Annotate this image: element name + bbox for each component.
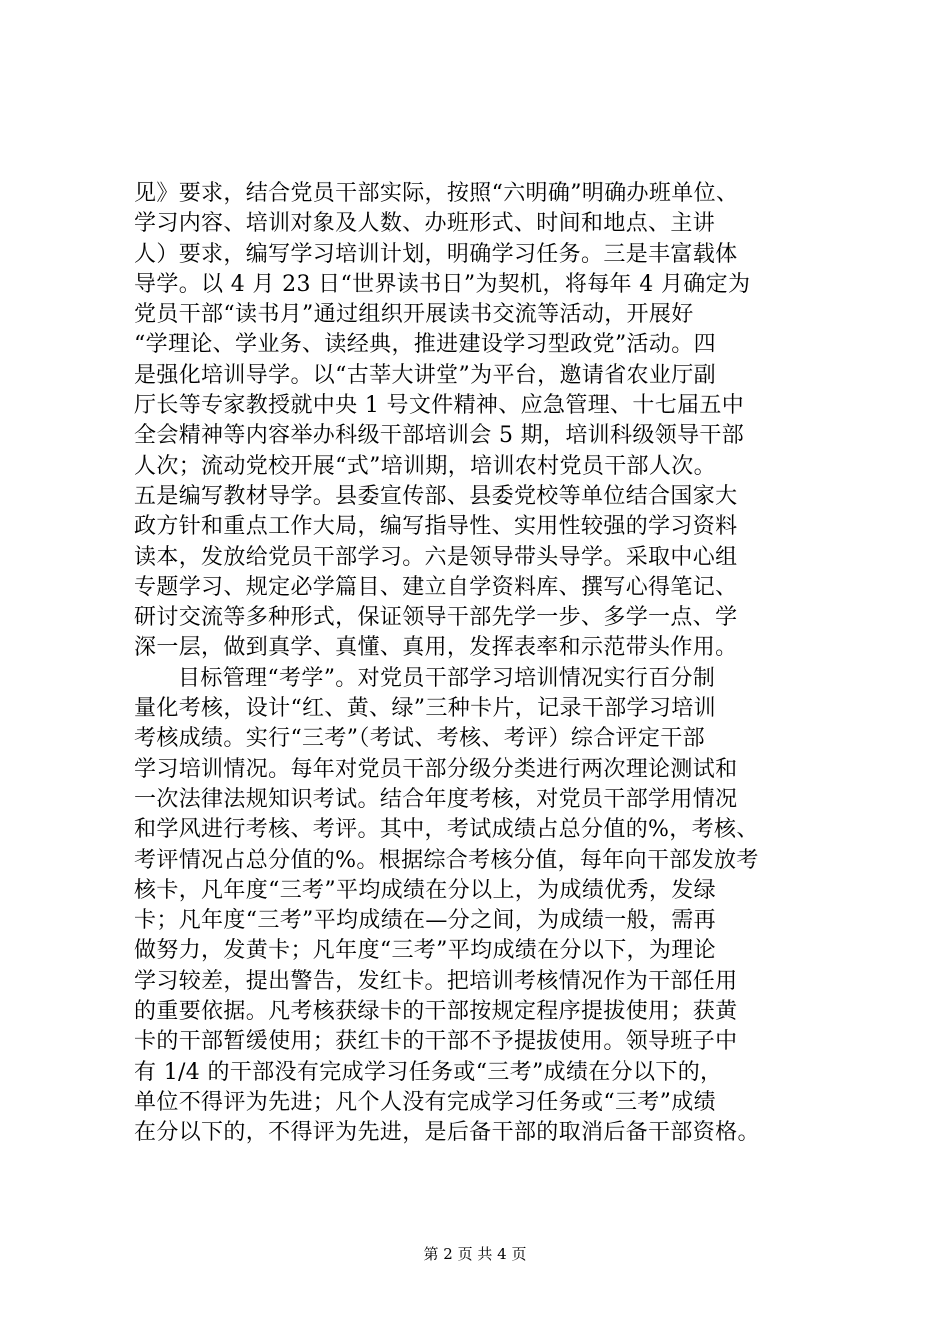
document-body [134,179,824,1149]
text-line: 党员干部“读书月”通过组织开展读书交流等活动，开展好 [134,302,694,328]
text-line: 学习培训情况。每年对党员干部分级分类进行两次理论测试和 [134,756,738,782]
text-line: 量化考核，设计“红、黄、绿”三种卡片，记录干部学习培训 [134,696,716,722]
text-line: 五是编写教材导学。县委宣传部、县委党校等单位结合国家大 [134,483,738,509]
text-line: 有 1/4 的干部没有完成学习任务或“三考”成绩在分以下的， [134,1059,723,1085]
text-line: 人）要求，编写学习培训计划，明确学习任务。三是丰富载体 [134,241,738,267]
text-line: 政方针和重点工作大局，编写指导性、实用性较强的学习资料 [134,514,738,540]
text-line: 单位不得评为先进；凡个人没有完成学习任务或“三考”成绩 [134,1089,716,1115]
paragraph-first-line: 目标管理“考学”。对党员干部学习培训情况实行百分制 [178,665,716,691]
text-line: 核卡，凡年度“三考”平均成绩在分以上，为成绩优秀，发绿 [134,877,716,903]
text-line: 卡的干部暂缓使用；获红卡的干部不予提拔使用。领导班子中 [134,1029,738,1055]
text-line: 考评情况占总分值的%。根据综合考核分值，每年向干部发放考 [134,847,759,873]
text-line: 做努力，发黄卡；凡年度“三考”平均成绩在分以下，为理论 [134,938,716,964]
text-line: 读本，发放给党员干部学习。六是领导带头导学。采取中心组 [134,544,738,570]
page-number-footer: 第 2 页 共 4 页 [423,1245,527,1263]
text-line: 在分以下的，不得评为先进，是后备干部的取消后备干部资格。 [134,1120,760,1146]
text-line: 卡；凡年度“三考”平均成绩在—分之间，为成绩一般，需再 [134,908,716,934]
text-line: 深一层，做到真学、真懂、真用，发挥表率和示范带头作用。 [134,635,738,661]
text-line: 专题学习、规定必学篇目、建立自学资料库、撰写心得笔记、 [134,574,738,600]
text-line: “学理论、学业务、读经典，推进建设学习型政党”活动。四 [134,332,716,358]
text-line: 全会精神等内容举办科级干部培训会 5 期，培训科级领导干部 [134,423,745,449]
text-line: 和学风进行考核、考评。其中，考试成绩占总分值的%，考核、 [134,817,759,843]
text-line: 厅长等专家教授就中央 1 号文件精神、应急管理、十七届五中 [134,393,745,419]
text-line: 导学。以 4 月 23 日“世界读书日”为契机，将每年 4 月确定为 [134,271,751,297]
text-line: 是强化培训导学。以“古莘大讲堂”为平台，邀请省农业厅副 [134,362,716,388]
text-line: 学习较差，提出警告，发红卡。把培训考核情况作为干部任用 [134,968,738,994]
text-line: 见》要求，结合党员干部实际，按照“六明确”明确办班单位、 [134,181,739,206]
text-line: 研讨交流等多种形式，保证领导干部先学一步、多学一点、学 [134,605,738,631]
text-line: 的重要依据。凡考核获绿卡的干部按规定程序提拔使用；获黄 [134,999,738,1025]
text-line: 学习内容、培训对象及人数、办班形式、时间和地点、主讲 [134,211,716,237]
text-line: 考核成绩。实行“三考”（考试、考核、考评）综合评定干部 [134,726,705,752]
text-line: 人次；流动党校开展“式”培训期，培训农村党员干部人次。 [134,453,716,479]
text-line: 一次法律法规知识考试。结合年度考核，对党员干部学用情况 [134,786,738,812]
